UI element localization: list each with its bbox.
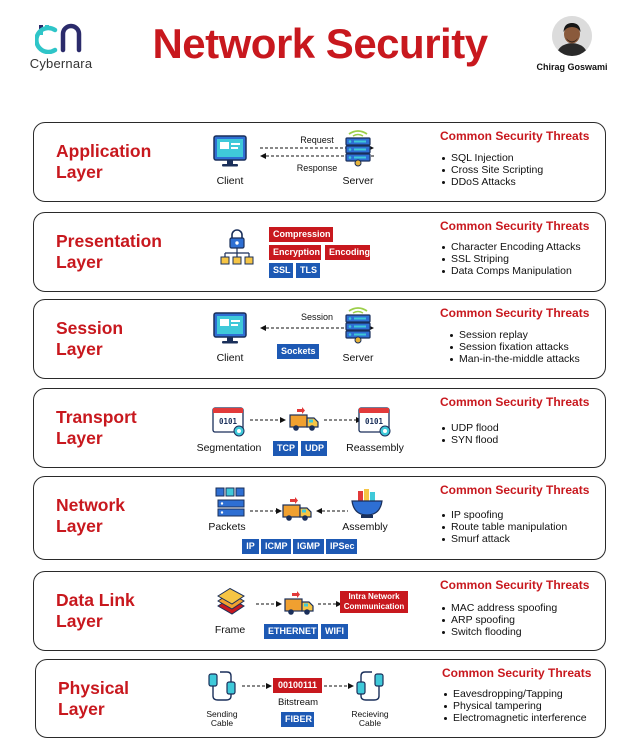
layer-title-line2: Layer: [56, 252, 103, 272]
tag-sockets: Sockets: [277, 344, 319, 359]
threat-item: Session replay: [448, 329, 605, 341]
layer-title-line1: Session: [56, 318, 124, 338]
threat-list: [440, 241, 605, 277]
tag-ipsec: IPSec: [326, 539, 357, 554]
hierarchy-lock-icon: [219, 229, 255, 267]
threat-item: Data Comps Manipulation: [440, 265, 605, 277]
avatar: [552, 16, 592, 56]
threat-list: [440, 152, 605, 188]
tag-ethernet: ETHERNET: [264, 624, 318, 639]
sending-cable-label: [192, 710, 252, 728]
threat-item: Cross Site Scripting: [440, 164, 605, 176]
threats-heading: Common Security Threats: [440, 395, 590, 409]
threats-panel: [440, 306, 605, 365]
threats-panel: [440, 483, 605, 545]
tag-line: Intra Network: [348, 592, 400, 601]
arrow-right-icon: [254, 600, 284, 608]
arrow-right-icon: [240, 682, 274, 690]
layer-title-line1: Transport: [56, 407, 137, 427]
author-badge: [522, 16, 622, 72]
threat-item: Character Encoding Attacks: [440, 241, 605, 253]
threats-panel: [440, 395, 605, 446]
segmentation-binary-icon: [212, 407, 246, 437]
layer-title-line2: Layer: [56, 611, 103, 631]
layer-title: [58, 678, 129, 720]
layer-card-physical: [35, 659, 606, 738]
tag-icmp: ICMP: [261, 539, 291, 554]
threats-panel: [440, 219, 605, 277]
threats-heading: Common Security Threats: [440, 578, 590, 592]
tag-ip: IP: [242, 539, 259, 554]
layer-card-network: [33, 476, 606, 560]
packets-icon: [214, 486, 248, 518]
page-title: Network Security: [152, 20, 488, 67]
reassembly-label: Reassembly: [346, 442, 404, 454]
arrow-right-icon: [248, 507, 284, 515]
threats-panel: [440, 578, 605, 638]
layer-title: [56, 231, 162, 273]
frame-label: Frame: [214, 624, 246, 636]
threat-item: DDoS Attacks: [440, 176, 605, 188]
threat-item: Eavesdropping/Tapping: [442, 688, 607, 700]
threat-item: Switch flooding: [440, 626, 605, 638]
arrow-right-icon: [248, 416, 288, 424]
tag-fiber: FIBER: [281, 712, 314, 727]
delivery-truck-icon: [289, 407, 321, 433]
threat-item: MAC address spoofing: [440, 602, 605, 614]
author-name: Chirag Goswami: [536, 62, 608, 72]
tag-encoding: Encoding: [325, 245, 370, 260]
tag-udp: UDP: [301, 441, 327, 456]
threats-heading: Common Security Threats: [440, 483, 590, 497]
server-icon: [341, 304, 375, 344]
layer-title-line2: Layer: [56, 162, 103, 182]
request-label: Request: [300, 135, 334, 145]
label-line: Sending: [206, 709, 238, 719]
tag-bitstream-bits: 00100111: [273, 678, 322, 693]
layer-title-line2: Layer: [56, 516, 103, 536]
layer-title-line1: Physical: [58, 678, 130, 698]
layer-title-line2: Layer: [58, 699, 105, 719]
client-monitor-icon: [213, 312, 247, 344]
threats-panel: [442, 666, 607, 724]
response-label: Response: [296, 163, 338, 173]
delivery-truck-icon: [284, 591, 316, 617]
threat-item: Man-in-the-middle attacks: [448, 353, 605, 365]
threats-panel: [440, 129, 605, 188]
tag-ssl: SSL: [269, 263, 293, 278]
layer-title-line1: Data Link: [56, 590, 135, 610]
layer-title-line2: Layer: [56, 428, 103, 448]
tag-encryption: Encryption: [269, 245, 321, 260]
threat-item: Electromagnetic interference: [442, 712, 607, 724]
logo-text: Cybernara: [29, 56, 93, 71]
threats-heading: Common Security Threats: [440, 129, 590, 143]
threat-item: Session fixation attacks: [448, 341, 605, 353]
threats-heading: Common Security Threats: [440, 306, 590, 320]
session-label: Session: [300, 312, 334, 322]
layer-title: [56, 407, 137, 449]
server-label: Server: [342, 352, 374, 364]
arrow-right-icon: [322, 682, 356, 690]
threat-item: Physical tampering: [442, 700, 607, 712]
threat-item: SQL Injection: [440, 152, 605, 164]
layer-title: [56, 318, 123, 360]
threat-item: SYN flood: [440, 434, 605, 446]
frame-layers-icon: [214, 588, 248, 618]
tag-wifi: WIFI: [321, 624, 348, 639]
threat-item: Route table manipulation: [440, 521, 605, 533]
layer-card-presentation: [33, 212, 606, 292]
sending-cable-icon: [206, 670, 238, 702]
threat-list: [440, 329, 605, 365]
segmentation-label: Segmentation: [196, 442, 262, 454]
packets-label: Packets: [208, 521, 246, 533]
tag-intra-network-communication: [340, 591, 408, 613]
tag-line: Communication: [343, 602, 405, 611]
layer-title-line1: Presentation: [56, 231, 162, 251]
author-photo-icon: [552, 16, 592, 56]
layer-title: [56, 141, 151, 183]
layer-title-line2: Layer: [56, 339, 103, 359]
threat-item: UDP flood: [440, 422, 605, 434]
threat-item: ARP spoofing: [440, 614, 605, 626]
tag-tcp: TCP: [273, 441, 298, 456]
threats-heading: Common Security Threats: [440, 219, 590, 233]
server-label: Server: [342, 175, 374, 187]
receiving-cable-label: [340, 710, 400, 728]
layer-title-line1: Application: [56, 141, 152, 161]
client-monitor-icon: [213, 135, 247, 167]
bitstream-label: Bitstream: [277, 697, 319, 708]
tag-compression: Compression: [269, 227, 333, 242]
tag-igmp: IGMP: [293, 539, 324, 554]
threat-list: [440, 509, 605, 545]
assembly-bowl-icon: [350, 487, 384, 519]
layer-title: [56, 590, 135, 632]
threat-item: IP spoofing: [440, 509, 605, 521]
threat-list: [440, 422, 605, 446]
layer-card-transport: [33, 388, 606, 468]
threat-list: [442, 688, 607, 724]
tag-tls: TLS: [296, 263, 320, 278]
client-label: Client: [216, 352, 244, 364]
layer-card-data-link: [33, 571, 606, 651]
label-line: Cable: [210, 718, 234, 728]
layer-title: [56, 495, 125, 537]
receiving-cable-icon: [354, 670, 386, 702]
threat-item: SSL Striping: [440, 253, 605, 265]
layer-card-session: [33, 299, 606, 379]
assembly-label: Assembly: [342, 521, 388, 533]
label-line: Recieving: [351, 709, 389, 719]
label-line: Cable: [358, 718, 382, 728]
layer-card-application: [33, 122, 606, 202]
server-icon: [341, 127, 375, 167]
threat-item: Smurf attack: [440, 533, 605, 545]
threats-heading: Common Security Threats: [442, 666, 592, 680]
threat-list: [440, 602, 605, 638]
delivery-truck-icon: [282, 497, 314, 523]
layer-title-line1: Network: [56, 495, 126, 515]
arrow-left-icon: [314, 507, 350, 515]
reassembly-binary-icon: [358, 407, 392, 437]
client-label: Client: [216, 175, 244, 187]
